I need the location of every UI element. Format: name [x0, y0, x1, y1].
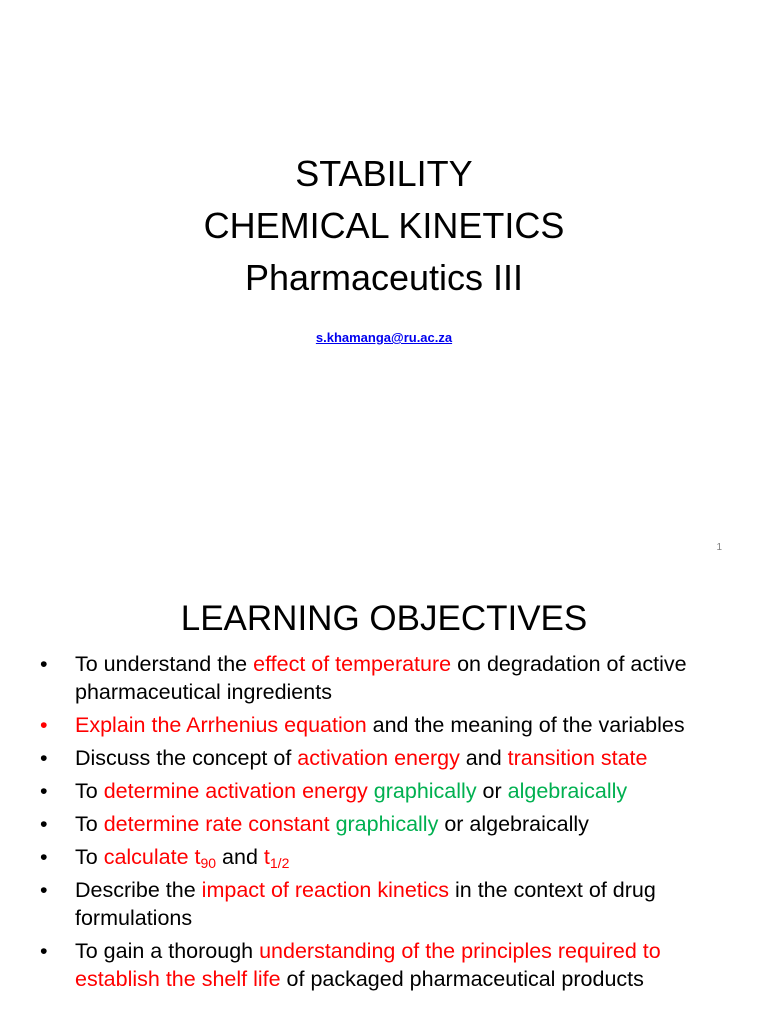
objective-text: in the context of drug formulations	[75, 878, 656, 930]
objective-text: understanding of the principles required to establish the shelf life	[75, 939, 661, 991]
objective-item	[38, 650, 738, 706]
objective-text: and the meaning of the variables	[366, 713, 685, 737]
objective-text: or algebraically	[438, 812, 589, 836]
objective-text: To understand the	[75, 652, 254, 676]
objectives-slide	[0, 576, 768, 1024]
objective-text: or	[476, 779, 508, 803]
objective-item	[38, 937, 738, 993]
objective-subscript: 90	[200, 855, 217, 871]
page-number: 1	[716, 542, 722, 553]
bullet-icon: •	[40, 845, 48, 869]
objective-item	[38, 777, 738, 805]
objective-text: determine rate constant	[103, 812, 330, 836]
objective-subscript: 1/2	[269, 855, 290, 871]
objective-text: Discuss the concept of	[75, 746, 298, 770]
bullet-icon: •	[40, 779, 48, 803]
objective-text: transition state	[507, 746, 648, 770]
objective-text: and	[216, 845, 264, 869]
objective-item	[38, 876, 738, 932]
objectives-list	[38, 650, 738, 998]
objective-item	[38, 810, 738, 838]
objective-text: effect of temperature	[253, 652, 452, 676]
bullet-icon: •	[40, 746, 48, 770]
objective-text: algebraically	[507, 779, 628, 803]
objective-text: activation energy	[297, 746, 460, 770]
objective-text: of packaged pharmaceutical products	[280, 967, 644, 991]
title-line-course: Pharmaceutics III	[244, 257, 524, 298]
objectives-title: LEARNING OBJECTIVES	[180, 599, 588, 638]
objective-text: Explain the Arrhenius equation	[75, 713, 367, 737]
email-container	[0, 330, 768, 345]
objective-item	[38, 711, 738, 739]
objective-text: graphically	[335, 812, 439, 836]
slide-title	[0, 148, 768, 304]
bullet-icon: •	[40, 939, 48, 963]
objective-item	[38, 843, 738, 871]
objective-text: To	[75, 845, 104, 869]
objective-text: To gain a thorough	[75, 939, 260, 963]
objective-text: calculate t	[103, 845, 201, 869]
title-line-chemical-kinetics: CHEMICAL KINETICS	[203, 205, 565, 246]
objective-text: impact of reaction kinetics	[201, 878, 450, 902]
title-line-stability: STABILITY	[295, 153, 473, 194]
objective-text: To	[75, 812, 104, 836]
objective-text: Describe the	[75, 878, 202, 902]
objective-text: To	[75, 779, 104, 803]
objective-text: and	[459, 746, 508, 770]
bullet-icon: •	[40, 713, 48, 737]
objective-item	[38, 744, 738, 772]
objective-text: graphically	[373, 779, 477, 803]
bullet-icon: •	[40, 652, 48, 676]
bullet-icon: •	[40, 812, 48, 836]
email-link[interactable]: s.khamanga@ru.ac.za	[315, 330, 453, 345]
objective-text: t	[263, 845, 270, 869]
objective-text: on degradation of active pharmaceutical ingredients	[75, 652, 687, 704]
objective-text: determine activation energy	[103, 779, 368, 803]
bullet-icon: •	[40, 878, 48, 902]
